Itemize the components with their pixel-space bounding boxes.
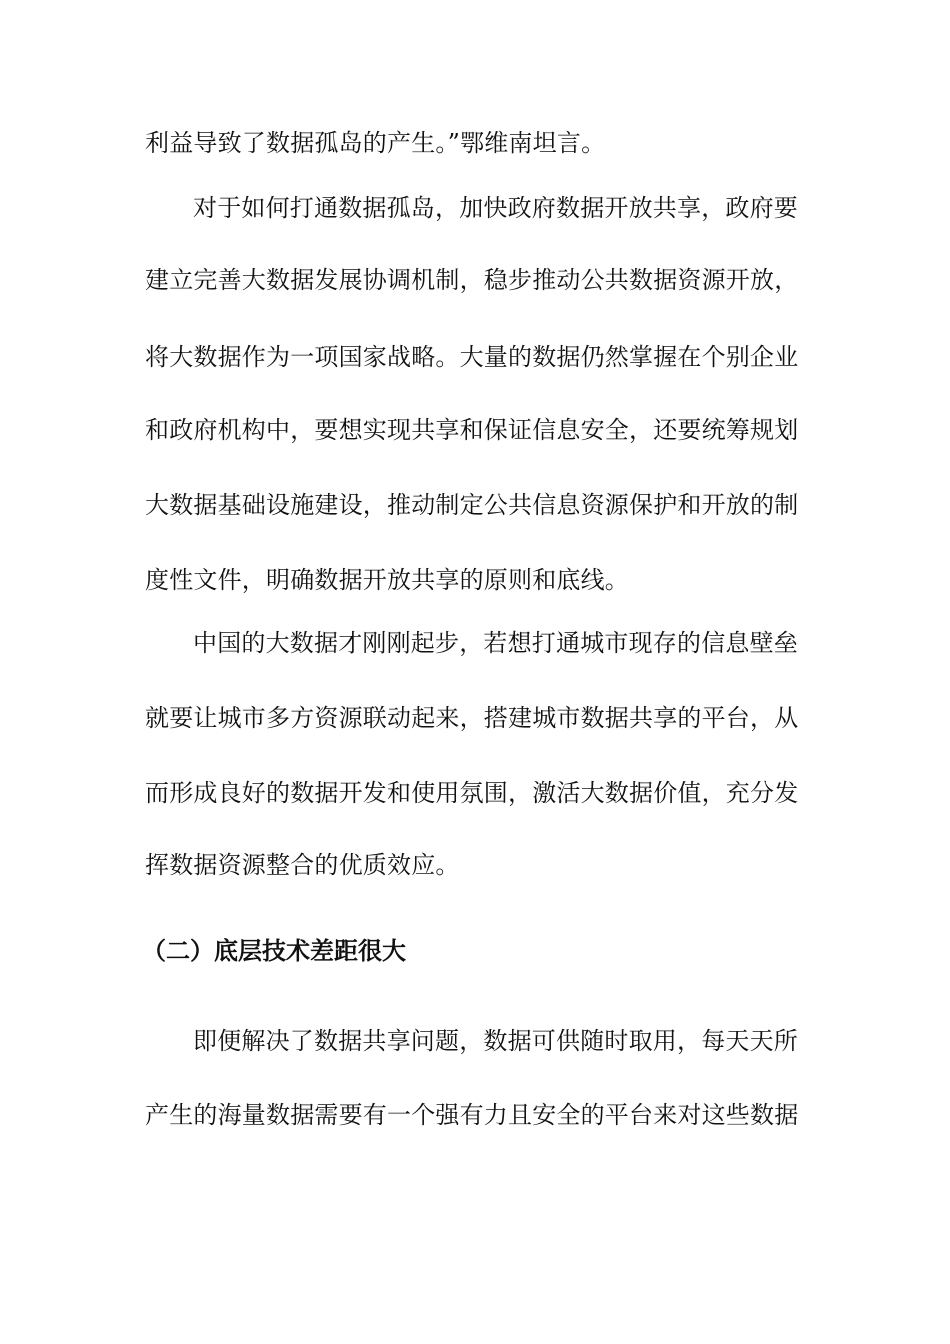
paragraph-line: 产生的海量数据需要有一个强有力且安全的平台来对这些数据 xyxy=(145,1101,799,1129)
paragraph-line: 度性文件，明确数据开放共享的原则和底线。 xyxy=(145,566,629,594)
paragraph-line: 和政府机构中，要想实现共享和保证信息安全，还要统筹规划 xyxy=(145,416,799,444)
paragraph-line: 中国的大数据才刚刚起步，若想打通城市现存的信息壁垒 xyxy=(193,629,798,657)
paragraph-line: 将大数据作为一项国家战略。大量的数据仍然掌握在个别企业 xyxy=(145,343,799,371)
paragraph-line: 利益导致了数据孤岛的产生。”鄂维南坦言。 xyxy=(145,129,606,157)
paragraph-line: 建立完善大数据发展协调机制，稳步推动公共数据资源开放， xyxy=(145,266,799,294)
paragraph-line: 对于如何打通数据孤岛，加快政府数据开放共享，政府要 xyxy=(193,194,798,222)
paragraph-line: 就要让城市多方资源联动起来，搭建城市数据共享的平台，从 xyxy=(145,704,799,732)
paragraph-line: 大数据基础设施建设，推动制定公共信息资源保护和开放的制 xyxy=(145,491,799,519)
paragraph-line: 即便解决了数据共享问题，数据可供随时取用，每天天所 xyxy=(193,1027,798,1055)
paragraph-line: 挥数据资源整合的优质效应。 xyxy=(145,851,460,879)
section-heading: （二）底层技术差距很大 xyxy=(142,937,406,965)
paragraph-line: 而形成良好的数据开发和使用氛围，激活大数据价值，充分发 xyxy=(145,779,799,807)
